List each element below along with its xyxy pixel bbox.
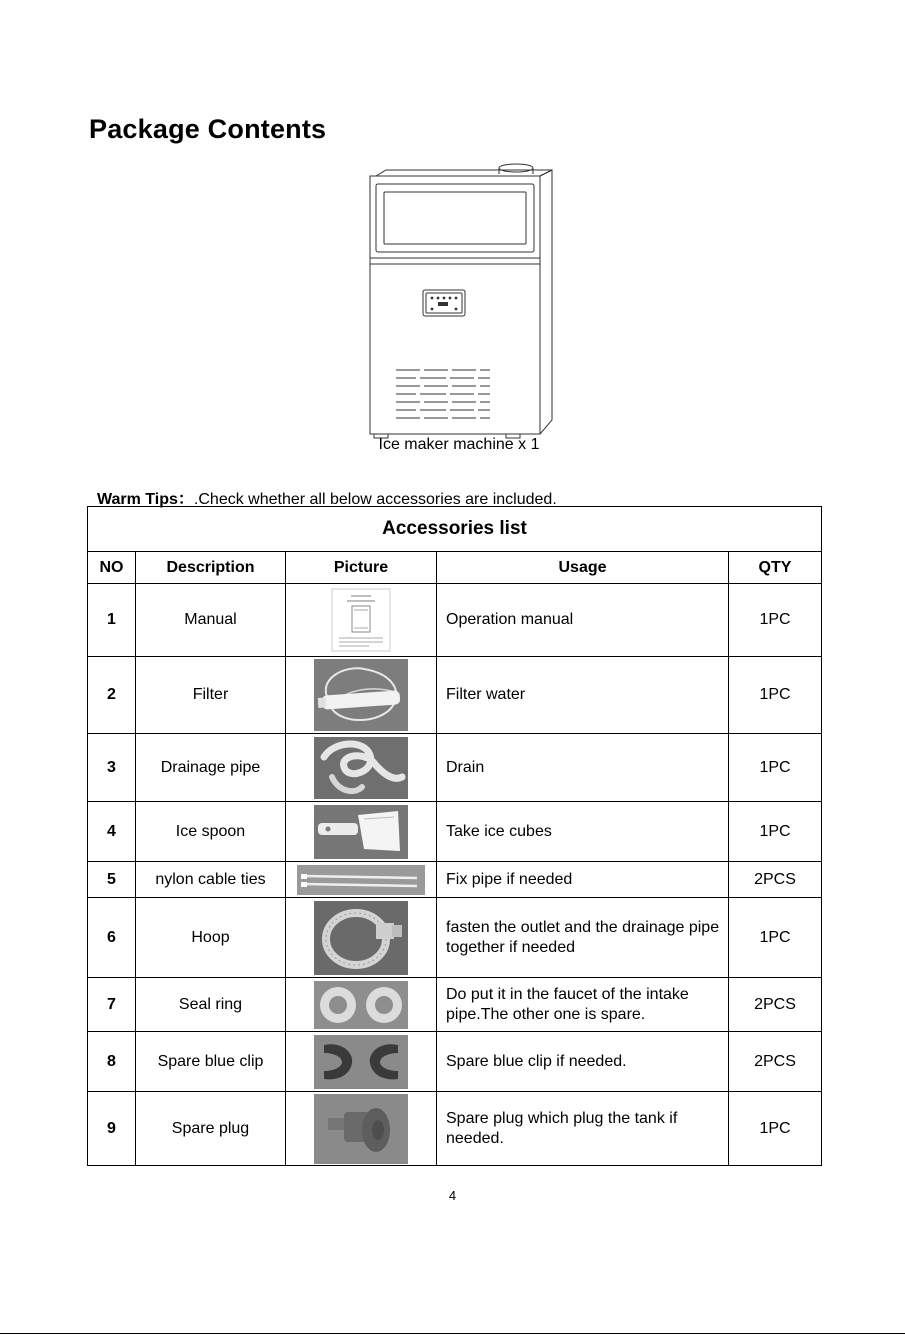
row-usage: Spare plug which plug the tank if needed. xyxy=(437,1092,729,1166)
table-row xyxy=(88,862,822,898)
warm-tips-text: .Check whether all below accessories are included. xyxy=(193,491,557,508)
table-row xyxy=(88,1032,822,1092)
ice-spoon-icon xyxy=(314,805,408,859)
page-number: 4 xyxy=(448,1188,457,1203)
header-usage: Usage xyxy=(437,552,729,584)
drainage-pipe-icon xyxy=(314,737,408,799)
row-no: 7 xyxy=(88,978,136,1032)
row-qty: 1PC xyxy=(729,898,822,978)
row-qty: 2PCS xyxy=(729,978,822,1032)
row-qty: 1PC xyxy=(729,584,822,657)
row-description: Filter xyxy=(136,657,286,734)
row-qty: 1PC xyxy=(729,657,822,734)
row-qty: 1PC xyxy=(729,1092,822,1166)
row-no: 2 xyxy=(88,657,136,734)
table-row xyxy=(88,898,822,978)
row-description: nylon cable ties xyxy=(136,862,286,898)
header-description: Description xyxy=(136,552,286,584)
warm-tips-label: Warm Tips： xyxy=(97,491,194,508)
row-usage: fasten the outlet and the drainage pipe together if needed xyxy=(437,898,729,978)
row-usage: Spare blue clip if needed. xyxy=(437,1032,729,1092)
row-description: Drainage pipe xyxy=(136,734,286,802)
row-qty: 2PCS xyxy=(729,1032,822,1092)
row-no: 3 xyxy=(88,734,136,802)
page-title: Package Contents xyxy=(89,114,327,144)
row-description: Spare blue clip xyxy=(136,1032,286,1092)
manual-icon xyxy=(331,588,391,652)
seal-ring-icon xyxy=(314,981,408,1029)
row-description: Manual xyxy=(136,584,286,657)
spare-plug-icon xyxy=(314,1094,408,1164)
table-row xyxy=(88,657,822,734)
row-no: 6 xyxy=(88,898,136,978)
hoop-icon xyxy=(314,901,408,975)
header-qty: QTY xyxy=(729,552,822,584)
row-usage: Do put it in the faucet of the intake pipe.The other one is spare. xyxy=(437,978,729,1032)
accessories-table xyxy=(87,506,822,1166)
filter-icon xyxy=(314,659,408,731)
row-no: 5 xyxy=(88,862,136,898)
bottom-rule xyxy=(0,1333,905,1334)
table-caption: Accessories list xyxy=(88,507,822,552)
blue-clip-icon xyxy=(314,1035,408,1089)
table-row xyxy=(88,978,822,1032)
row-qty: 2PCS xyxy=(729,862,822,898)
row-no: 1 xyxy=(88,584,136,657)
header-no: NO xyxy=(88,552,136,584)
table-row xyxy=(88,802,822,862)
row-description: Seal ring xyxy=(136,978,286,1032)
ice-maker-machine-icon xyxy=(362,162,556,440)
row-qty: 1PC xyxy=(729,802,822,862)
machine-caption: Ice maker machine x 1 xyxy=(378,436,540,453)
row-no: 9 xyxy=(88,1092,136,1166)
row-description: Spare plug xyxy=(136,1092,286,1166)
row-no: 4 xyxy=(88,802,136,862)
row-no: 8 xyxy=(88,1032,136,1092)
row-usage: Operation manual xyxy=(437,584,729,657)
row-usage: Filter water xyxy=(437,657,729,734)
row-usage: Take ice cubes xyxy=(437,802,729,862)
row-qty: 1PC xyxy=(729,734,822,802)
row-description: Ice spoon xyxy=(136,802,286,862)
table-row xyxy=(88,734,822,802)
row-usage: Fix pipe if needed xyxy=(437,862,729,898)
table-row xyxy=(88,1092,822,1166)
row-usage: Drain xyxy=(437,734,729,802)
row-description: Hoop xyxy=(136,898,286,978)
table-row xyxy=(88,584,822,657)
header-picture: Picture xyxy=(286,552,437,584)
cable-ties-icon xyxy=(297,865,425,895)
